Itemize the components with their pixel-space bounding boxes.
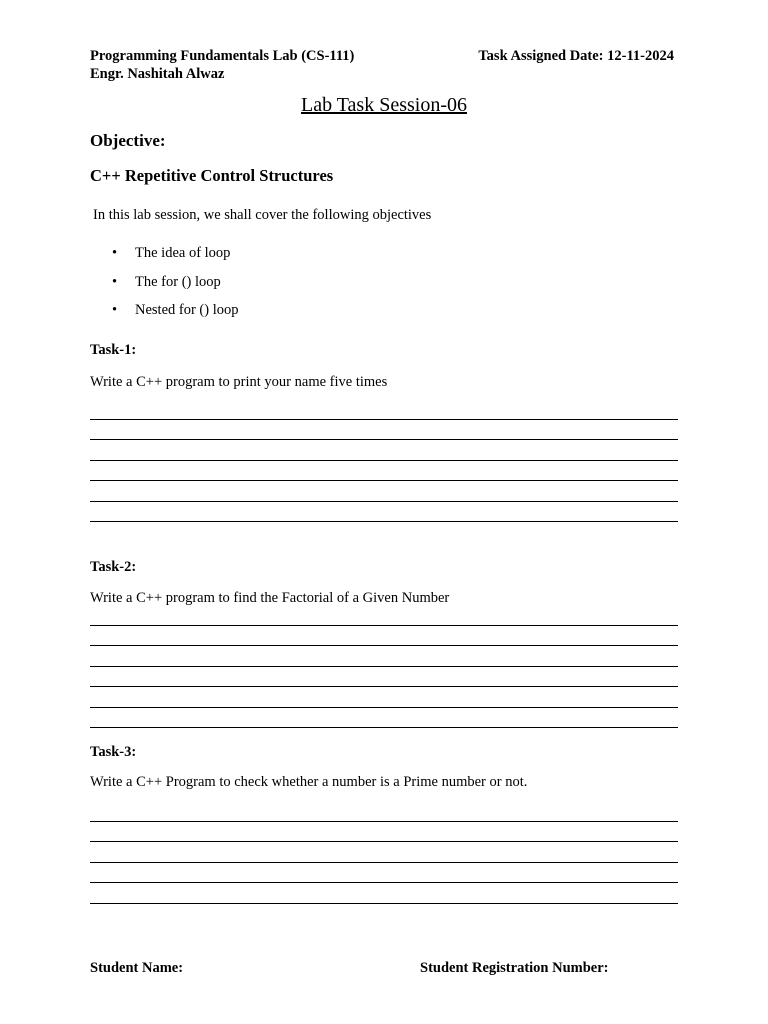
task-3-heading: Task-3: [90,744,137,760]
page-title: Lab Task Session-06 [301,94,467,116]
bullet-icon: • [112,302,118,318]
task-1-heading: Task-1: [90,342,137,358]
registration-number-label: Student Registration Number: [420,960,609,976]
task-3-description: Write a C++ Program to check whether a number is a Prime number or not. [90,774,528,790]
bullet-icon: • [112,273,118,290]
task-2-answer-lines[interactable] [90,605,678,728]
task-2-heading: Task-2: [90,559,137,575]
assigned-date: Task Assigned Date: 12-11-2024 [478,48,674,64]
course-name: Programming Fundamentals Lab (CS-111) [90,48,355,64]
objective-heading: Objective: [90,131,166,150]
intro-text: In this lab session, we shall cover the following objectives [93,207,432,223]
task-3-answer-lines[interactable] [90,801,678,904]
task-1-answer-lines[interactable] [90,399,678,522]
bullet-icon: • [112,245,118,261]
task-2-description: Write a C++ program to find the Factorial of a Given Number [90,590,450,606]
student-name-label: Student Name: [90,960,184,976]
instructor-name: Engr. Nashitah Alwaz [90,66,225,82]
lab-task-page: Programming Fundamentals Lab (CS-111) Engr. Nashitah Alwaz Task Assigned Date: 12-11-2024 Lab Task Session-06 Objective: C++ Repetitive Control Structures In this lab session, we shall cover the following objectives • The idea of loop • The for () loop • Nested for () loop Task-1: Write a C++ program to print your name five times Task-2: Write a C++ program to find the Factorial of a Given Number Task-3: Write a C++ Program to check whether a number is a Prime number or not. Student Name: Student Registration Number: [0,0,768,1024]
task-1-description: Write a C++ program to print your name five times [90,374,388,390]
topic-subtitle: C++ Repetitive Control Structures [90,166,334,185]
